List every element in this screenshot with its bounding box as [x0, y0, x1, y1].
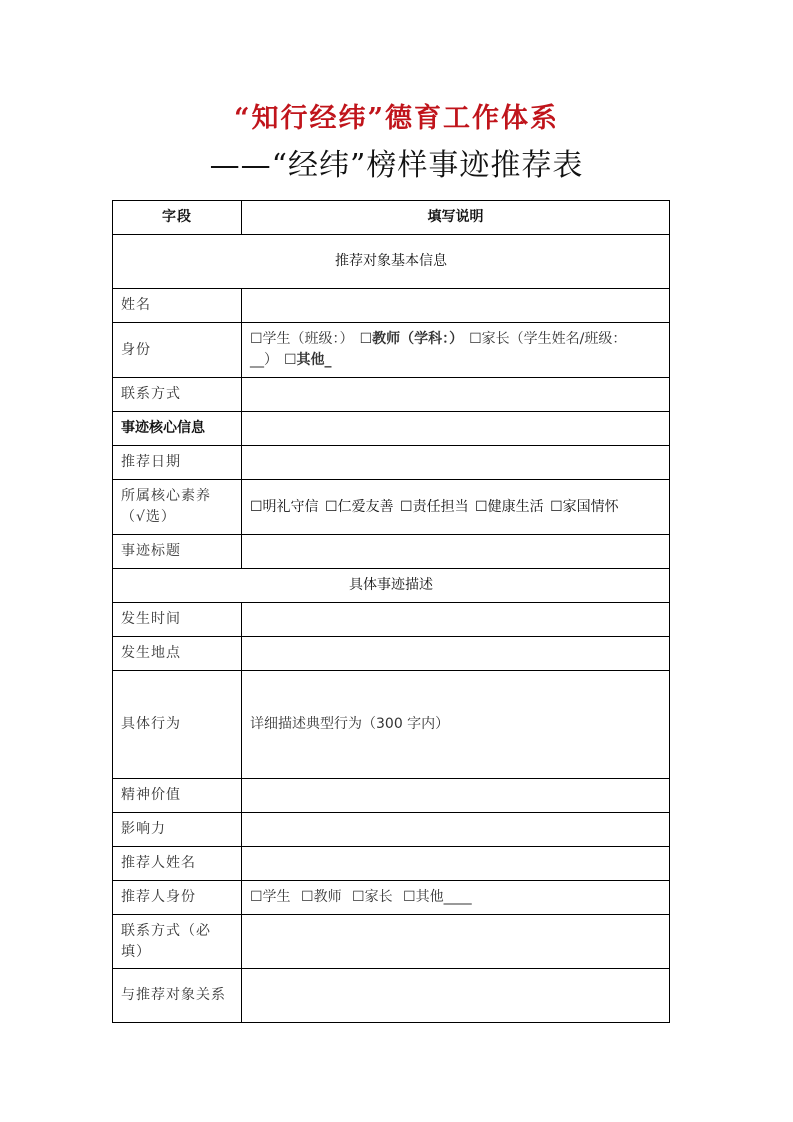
field-story-title[interactable] [242, 535, 670, 569]
row-relation [113, 969, 670, 1023]
field-time[interactable] [242, 603, 670, 637]
field-recommender-name[interactable] [242, 847, 670, 881]
label-literacy: 所属核心素养（√选） [113, 480, 242, 535]
field-behavior[interactable]: 详细描述典型行为（300 字内） [242, 671, 670, 779]
row-story-title [113, 535, 670, 569]
row-core-info [113, 412, 670, 446]
row-time [113, 603, 670, 637]
field-identity [242, 323, 670, 378]
row-recommender-contact [113, 915, 670, 969]
checkbox-rec-student[interactable]: ☐学生 [250, 889, 291, 905]
checkbox-healthy-life[interactable]: ☐健康生活 [475, 498, 544, 515]
field-contact[interactable] [242, 378, 670, 412]
field-recommender-identity [242, 881, 670, 915]
table-header-row [113, 201, 670, 235]
header-field: 字段 [113, 201, 242, 235]
parent-class-blank: __） [250, 352, 278, 368]
row-place [113, 637, 670, 671]
label-date: 推荐日期 [113, 446, 242, 480]
label-recommender-identity: 推荐人身份 [113, 881, 242, 915]
label-behavior: 具体行为 [113, 671, 242, 779]
label-identity: 身份 [113, 323, 242, 378]
row-spirit [113, 779, 670, 813]
checkbox-rec-teacher[interactable]: ☐教师 [301, 889, 342, 905]
row-contact [113, 378, 670, 412]
checkbox-other[interactable]: ☐其他_ [284, 352, 332, 368]
field-core-info[interactable] [242, 412, 670, 446]
checkbox-patriotism[interactable]: ☐家国情怀 [550, 498, 619, 515]
section-story-details [113, 569, 670, 603]
field-literacy [242, 480, 670, 535]
label-relation: 与推荐对象关系 [113, 969, 242, 1023]
label-place: 发生地点 [113, 637, 242, 671]
label-story-title: 事迹标题 [113, 535, 242, 569]
label-core-info: 事迹核心信息 [113, 412, 242, 446]
label-contact: 联系方式 [113, 378, 242, 412]
checkbox-rec-other[interactable]: ☐其他____ [403, 889, 472, 905]
document-subtitle: ——“经纬”榜样事迹推荐表 [209, 148, 584, 183]
row-behavior [113, 671, 670, 779]
document-title: “知行经纬”德育工作体系 [233, 103, 560, 134]
row-influence [113, 813, 670, 847]
field-influence[interactable] [242, 813, 670, 847]
checkbox-kindness[interactable]: ☐仁爱友善 [325, 498, 394, 515]
field-recommender-contact[interactable] [242, 915, 670, 969]
checkbox-student[interactable]: ☐学生（班级：） [250, 331, 354, 347]
recommendation-form-table [112, 200, 670, 1023]
checkbox-teacher[interactable]: ☐教师（学科：） [359, 331, 464, 347]
field-place[interactable] [242, 637, 670, 671]
label-recommender-name: 推荐人姓名 [113, 847, 242, 881]
field-relation[interactable] [242, 969, 670, 1023]
section-basic-info [113, 235, 670, 289]
label-spirit: 精神价值 [113, 779, 242, 813]
checkbox-parent[interactable]: ☐家长（学生姓名/班级： [469, 331, 627, 347]
label-name: 姓名 [113, 289, 242, 323]
row-literacy [113, 480, 670, 535]
checkbox-integrity[interactable]: ☐明礼守信 [250, 498, 319, 515]
checkbox-rec-parent[interactable]: ☐家长 [352, 889, 393, 905]
section-basic-info-title: 推荐对象基本信息 [113, 235, 670, 289]
label-influence: 影响力 [113, 813, 242, 847]
header-instructions: 填写说明 [242, 201, 670, 235]
row-name [113, 289, 670, 323]
section-story-details-title: 具体事迹描述 [113, 569, 670, 603]
field-date[interactable] [242, 446, 670, 480]
checkbox-responsibility[interactable]: ☐责任担当 [400, 498, 469, 515]
row-recommender-name [113, 847, 670, 881]
field-name[interactable] [242, 289, 670, 323]
row-identity [113, 323, 670, 378]
row-date [113, 446, 670, 480]
field-spirit[interactable] [242, 779, 670, 813]
row-recommender-identity [113, 881, 670, 915]
label-time: 发生时间 [113, 603, 242, 637]
label-recommender-contact: 联系方式（必填） [113, 915, 242, 969]
